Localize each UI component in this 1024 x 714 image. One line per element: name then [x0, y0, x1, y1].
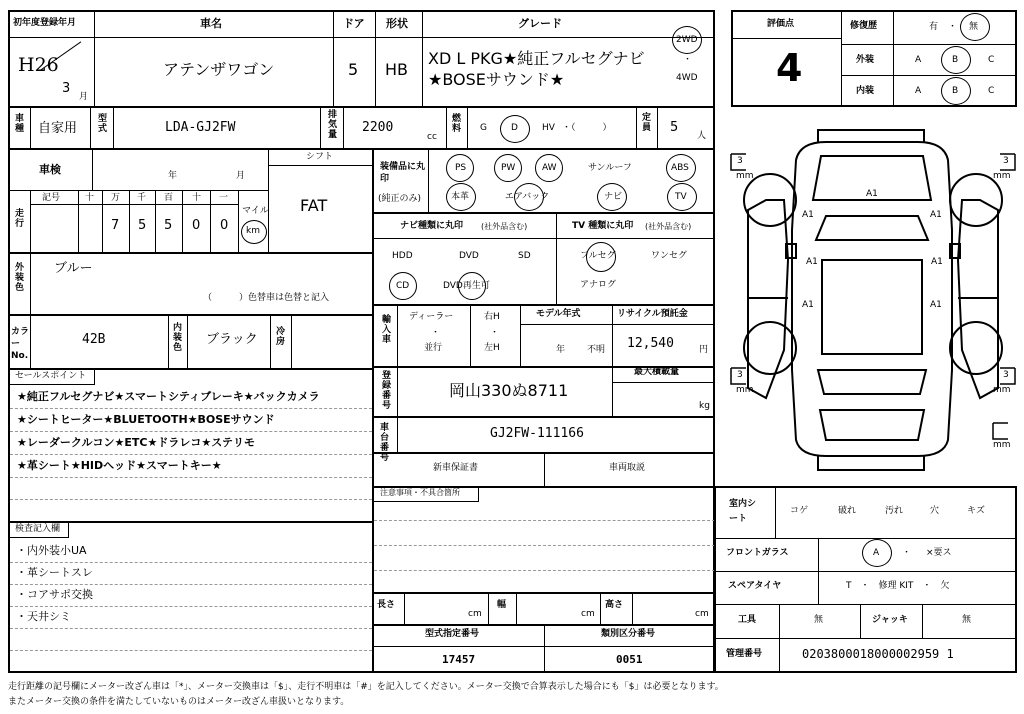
damage-a1: A1: [802, 300, 814, 310]
seat-item: 汚れ: [885, 506, 904, 516]
recycle-label: リサイクル預託金: [617, 309, 688, 319]
shape-label: 形状: [386, 17, 408, 30]
inspection-notes-label: 検査記入欄: [15, 524, 61, 534]
interior-c: C: [988, 86, 995, 96]
equipment-sublabel: (純正のみ): [378, 194, 422, 204]
height-label: 高さ: [605, 600, 624, 610]
tv-item: ワンセグ: [651, 251, 688, 261]
equip-item: TV: [675, 192, 687, 202]
mile-label: マイル: [242, 206, 269, 216]
management-label: 管理番号: [726, 649, 763, 659]
inspection-year-unit: 年: [168, 171, 178, 181]
color-note: （ ）色替車は色替と記入: [203, 293, 330, 303]
sales-line: ★革シート★HIDヘッド★スマートキー★: [17, 459, 222, 472]
seat-item: コゲ: [790, 506, 809, 516]
damage-a1: A1: [931, 257, 943, 267]
car-name-label: 車名: [200, 17, 222, 30]
capacity-value: 5: [670, 120, 679, 135]
tv-label: TV 種類に丸印: [572, 221, 634, 231]
grade-value: XD L PKG★純正フルセグナビ★BOSEサウンド★: [428, 49, 645, 89]
disp-label: 排気量: [326, 109, 336, 139]
repair-label: 修復歴: [850, 21, 878, 31]
equip-item: ナビ: [604, 192, 623, 202]
manual-doc: 車両取説: [609, 463, 646, 473]
fuel-other: ・（ ）: [562, 123, 612, 133]
model-year-unit: 年: [556, 345, 566, 355]
mileage-digit: 0: [192, 218, 201, 233]
drive-4wd: 4WD: [676, 73, 698, 83]
score-label: 評価点: [767, 19, 795, 29]
max-load-label: 最大積載量: [634, 367, 680, 377]
grade-label: グレード: [518, 17, 562, 30]
tv-item: フルセグ: [580, 251, 616, 261]
width-label: 幅: [497, 600, 507, 610]
color-code: 42B: [82, 332, 106, 347]
car-name: アテンザワゴン: [163, 60, 275, 79]
equip-item: エアバック: [505, 192, 550, 202]
class-no: 0051: [616, 653, 643, 666]
recycle-yen: 円: [699, 345, 709, 355]
doors-value: 5: [348, 60, 359, 79]
shift-value: FAT: [300, 196, 328, 215]
model-value: LDA-GJ2FW: [165, 120, 236, 135]
color-label: 外装色: [13, 262, 23, 292]
fuel-label: 燃料: [450, 113, 460, 133]
fuel-hv: HV: [542, 123, 555, 133]
interior-a: A: [915, 86, 922, 96]
place-label: 十: [192, 193, 202, 203]
registration-label: 登録番号: [380, 370, 390, 410]
windshield-replace: ×要ス: [926, 548, 952, 558]
place-label: 一: [219, 193, 229, 203]
chassis-label: 車台番号: [378, 422, 388, 462]
equip-item: ABS: [671, 163, 689, 173]
equip-item: PW: [501, 163, 516, 173]
inspection-label: 車検: [39, 163, 61, 176]
disp-unit: cc: [427, 132, 437, 142]
footer-note-2: またメーター交換の条件を満たしていないものはメーター改ざん車扱いとなります。: [8, 697, 350, 707]
equip-item: サンルーフ: [588, 163, 632, 173]
tread-unit: mm: [993, 171, 1011, 181]
equip-item: 本革: [451, 192, 470, 202]
repair-yes: 有: [929, 22, 939, 32]
month-unit: 月: [79, 92, 89, 102]
exterior-a: A: [915, 55, 922, 65]
tread-depth: 3: [737, 156, 743, 166]
score-value: 4: [776, 46, 803, 90]
use-label: 車種: [13, 113, 23, 133]
mileage-digit: 7: [111, 218, 120, 233]
windshield-a: A: [873, 548, 880, 558]
damage-a1: A1: [930, 300, 942, 310]
shift-label: シフト: [306, 152, 334, 162]
navi-item: DVD再生可: [443, 281, 490, 291]
import-left-h: 左H: [484, 343, 500, 353]
main-sheet: [8, 10, 715, 673]
model-label: 型式: [96, 113, 106, 133]
tread-depth: 3: [737, 370, 743, 380]
repair-dot: ・: [948, 22, 958, 32]
exterior-c: C: [988, 55, 995, 65]
navi-label: ナビ種類に丸印: [400, 221, 464, 231]
mileage-digit: 0: [220, 218, 229, 233]
damage-a1: A1: [930, 210, 942, 220]
import-parallel: 並行: [424, 343, 443, 353]
km-label: km: [246, 226, 260, 236]
mileage-digit: 5: [138, 218, 147, 233]
doors-label: ドア: [343, 17, 365, 30]
length-unit: cm: [468, 609, 482, 619]
damage-a1: A1: [806, 257, 818, 267]
mileage-digit: 5: [164, 218, 173, 233]
seat-item: キズ: [967, 506, 985, 516]
fuel-d: D: [511, 123, 518, 133]
windshield-dot: ・: [902, 548, 912, 558]
type-no: 17457: [442, 653, 476, 666]
warranty-doc: 新車保証書: [433, 463, 479, 473]
import-label: 輸入車: [380, 314, 390, 344]
model-year-unknown: 不明: [587, 345, 606, 355]
interior-label: 内装: [856, 86, 875, 96]
chassis-value: GJ2FW-111166: [490, 426, 584, 441]
inspection-note: ・革シートスレ: [16, 566, 93, 579]
interior-color-label: 内装色: [171, 322, 181, 352]
tools-label: 工具: [738, 615, 757, 625]
tread-unit: mm: [993, 385, 1011, 395]
seat-item: 破れ: [838, 506, 857, 516]
inspection-note: ・天井シミ: [16, 610, 71, 623]
notes-label: 注意事項・不具合箇所: [380, 488, 460, 497]
first-reg-month: 3: [62, 81, 71, 96]
tread-unit: mm: [736, 171, 754, 181]
interior-b: B: [952, 86, 959, 96]
sales-line: ★レーダークルコン★ETC★ドラレコ★ステリモ: [17, 436, 255, 449]
shape-value: HB: [385, 60, 409, 79]
first-reg-label: 初年度登録年月: [13, 18, 77, 28]
car-damage-diagram: [726, 120, 1020, 480]
navi-item: DVD: [459, 251, 479, 261]
import-dot: ・: [490, 328, 500, 338]
import-dealer: ディーラー: [409, 312, 454, 322]
interior-seat-label: 室内シート: [729, 499, 757, 524]
exterior-b: B: [952, 55, 959, 65]
use-value: 自家用: [38, 121, 78, 136]
import-right-h: 右H: [484, 312, 500, 322]
mileage-sign-label: 記号: [42, 193, 61, 203]
navi-item: HDD: [392, 251, 413, 261]
place-label: 万: [111, 193, 121, 203]
tread-unit: mm: [993, 440, 1011, 450]
color-code-label: カラーNo.: [11, 327, 30, 361]
class-no-label: 類別区分番号: [601, 629, 656, 639]
repair-no: 無: [969, 22, 979, 32]
tread-unit: mm: [736, 385, 754, 395]
model-year-label: モデル年式: [536, 309, 581, 319]
ac-label: 冷房: [274, 326, 284, 346]
sales-line: ★純正フルセグナビ★スマートシティブレーキ★バックカメラ: [17, 390, 320, 403]
recycle-value: 12,540: [627, 336, 674, 351]
spare-label: スペアタイヤ: [728, 581, 782, 591]
fuel-g: G: [480, 123, 487, 133]
type-no-label: 型式指定番号: [425, 629, 480, 639]
tv-item: アナログ: [580, 280, 617, 290]
navi-item: SD: [518, 251, 531, 261]
tread-depth: 3: [1003, 156, 1009, 166]
color-value: ブルー: [54, 261, 93, 276]
management-value: 0203800018000002959 1: [802, 647, 954, 661]
jack-label: ジャッキ: [872, 615, 908, 625]
height-unit: cm: [695, 609, 709, 619]
inspection-note: ・コアサポ交換: [16, 588, 93, 601]
length-label: 長さ: [377, 600, 396, 610]
first-reg-year: H26: [18, 54, 59, 76]
navi-sub: (社外品含む): [481, 222, 528, 231]
place-label: 千: [137, 193, 147, 203]
equip-item: AW: [542, 163, 557, 173]
max-load-unit: kg: [699, 401, 710, 411]
sales-line: ★シートヒーター★BLUETOOTH★BOSEサウンド: [17, 413, 275, 426]
windshield-label: フロントガラス: [726, 548, 789, 558]
navi-item: CD: [396, 281, 410, 291]
registration-value: 岡山330ぬ8711: [449, 381, 569, 400]
exterior-label: 外装: [856, 55, 875, 65]
drive-dot: ・: [683, 55, 693, 65]
tread-depth: 3: [1003, 370, 1009, 380]
tools-value: 無: [814, 615, 824, 625]
place-label: 十: [85, 193, 95, 203]
seat-item: 穴: [930, 506, 940, 516]
mileage-label: 走行: [13, 208, 23, 228]
jack-value: 無: [962, 615, 972, 625]
width-unit: cm: [581, 609, 595, 619]
inspection-month-unit: 月: [236, 171, 246, 181]
drive-2wd: 2WD: [676, 35, 698, 45]
place-label: 百: [164, 193, 174, 203]
capacity-label: 定員: [640, 112, 650, 132]
damage-a1: A1: [802, 210, 814, 220]
tv-sub: (社外品含む): [645, 222, 692, 231]
interior-color: ブラック: [206, 332, 258, 347]
damage-a1: A1: [866, 189, 878, 199]
sales-label: セールスポイント: [15, 371, 87, 381]
inspection-note: ・内外装小UA: [16, 544, 87, 557]
import-dot: ・: [431, 328, 441, 338]
equipment-label: 装備品に丸印: [380, 162, 426, 184]
capacity-unit: 人: [697, 131, 707, 141]
disp-value: 2200: [362, 120, 394, 135]
spare-value: T ・ 修理 KIT ・ 欠: [846, 581, 950, 591]
equip-item: PS: [455, 163, 467, 173]
footer-note-1: 走行距離の記号欄にメーター改ざん車は「*」、メーター交換車は「$」、走行不明車は「#」を記入してください。メーター交換で合算表示した場合にも「$」は必要となります。: [8, 682, 724, 692]
